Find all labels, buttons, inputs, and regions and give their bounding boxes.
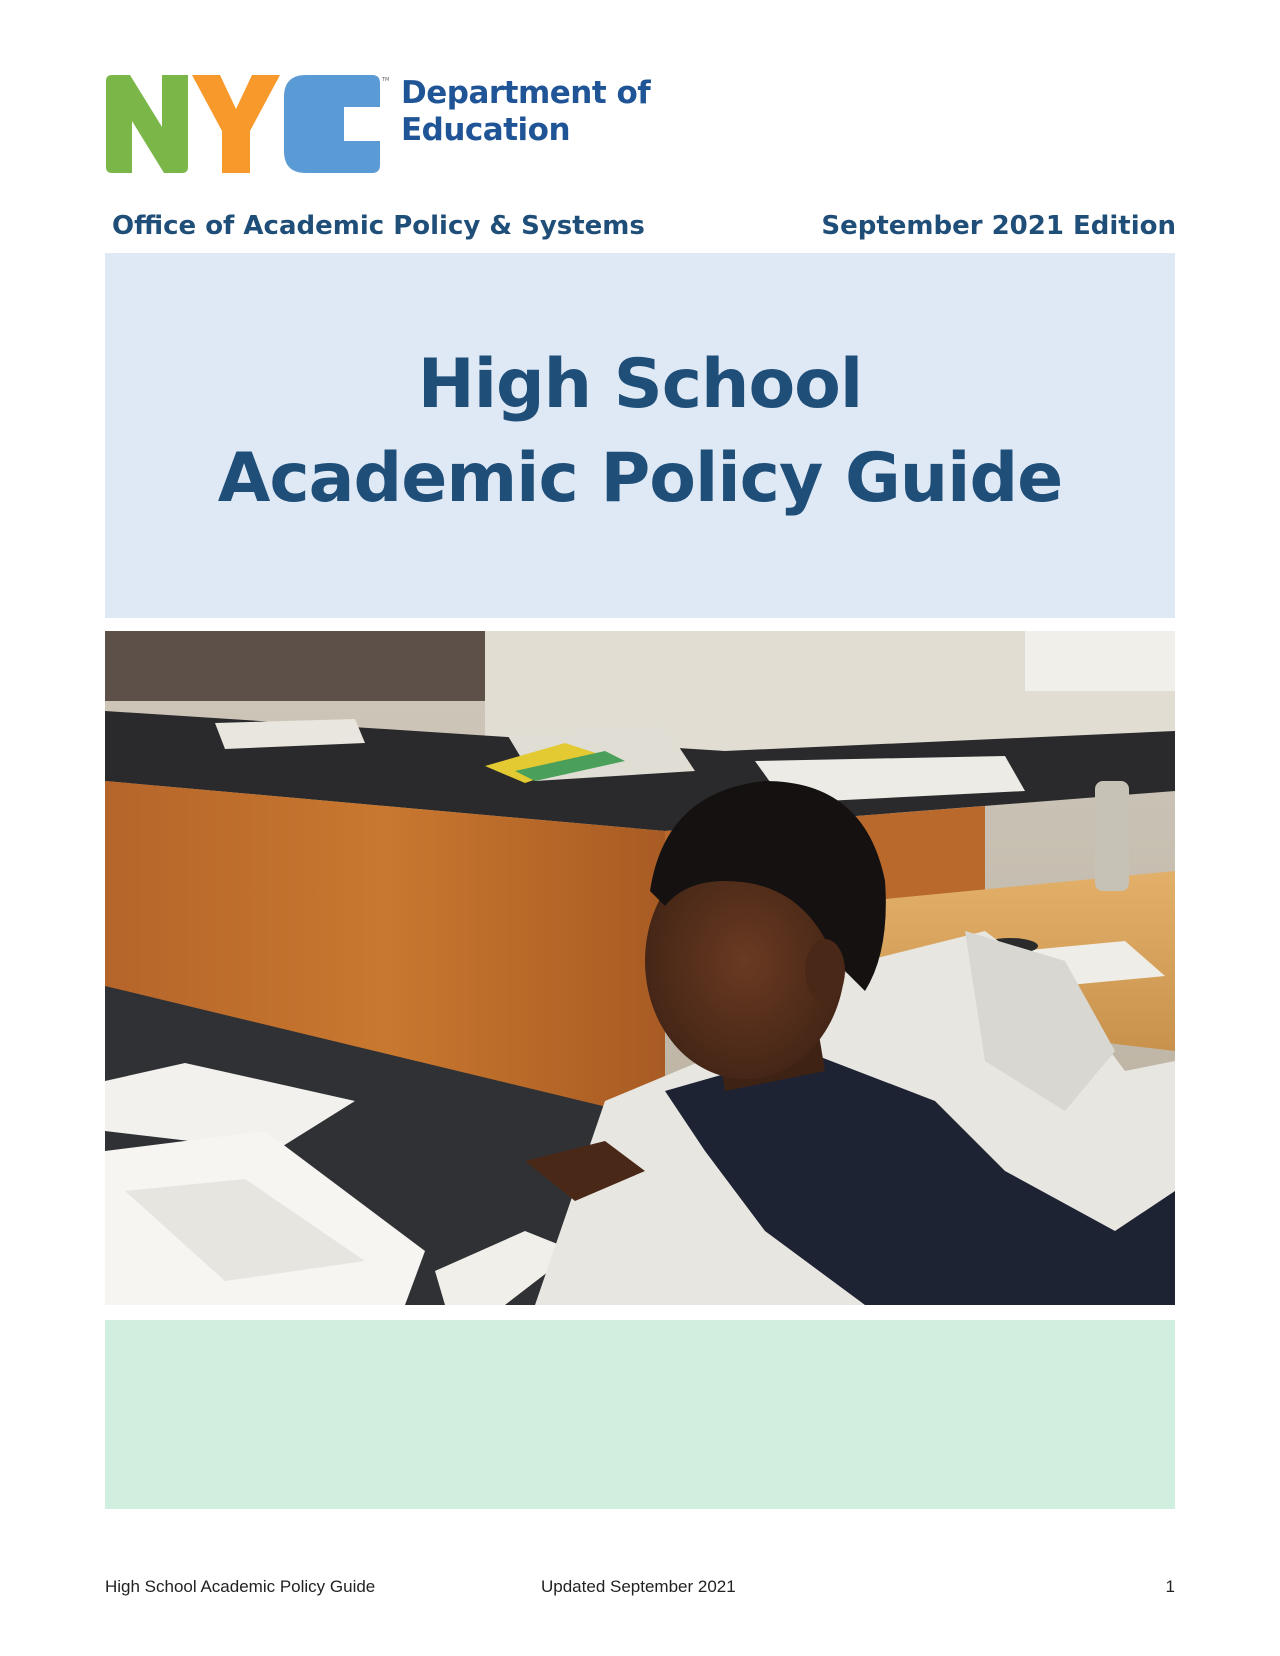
logo-line-1: Department of [401,75,651,111]
green-band [105,1320,1175,1509]
nyc-wordmark-icon [106,75,390,173]
page-number: 1 [1165,1577,1175,1596]
footer-doc-title: High School Academic Policy Guide [105,1577,376,1596]
cover-photo [105,631,1175,1305]
student-at-desk-photo-icon [105,631,1175,1305]
subheader [112,208,1176,244]
edition-label: September 2021 Edition [821,211,1176,241]
title-band [105,253,1175,618]
nyc-doe-logo [106,75,651,173]
document-title-line-2: Academic Policy Guide [217,439,1063,518]
office-name: Office of Academic Policy & Systems [112,211,645,241]
page-footer [105,1575,1175,1599]
logo-text [401,75,650,149]
document-title-line-1: High School [417,345,863,424]
logo-line-2: Education [401,112,571,148]
svg-text:TM: TM [382,77,390,83]
footer-updated: Updated September 2021 [541,1577,736,1596]
